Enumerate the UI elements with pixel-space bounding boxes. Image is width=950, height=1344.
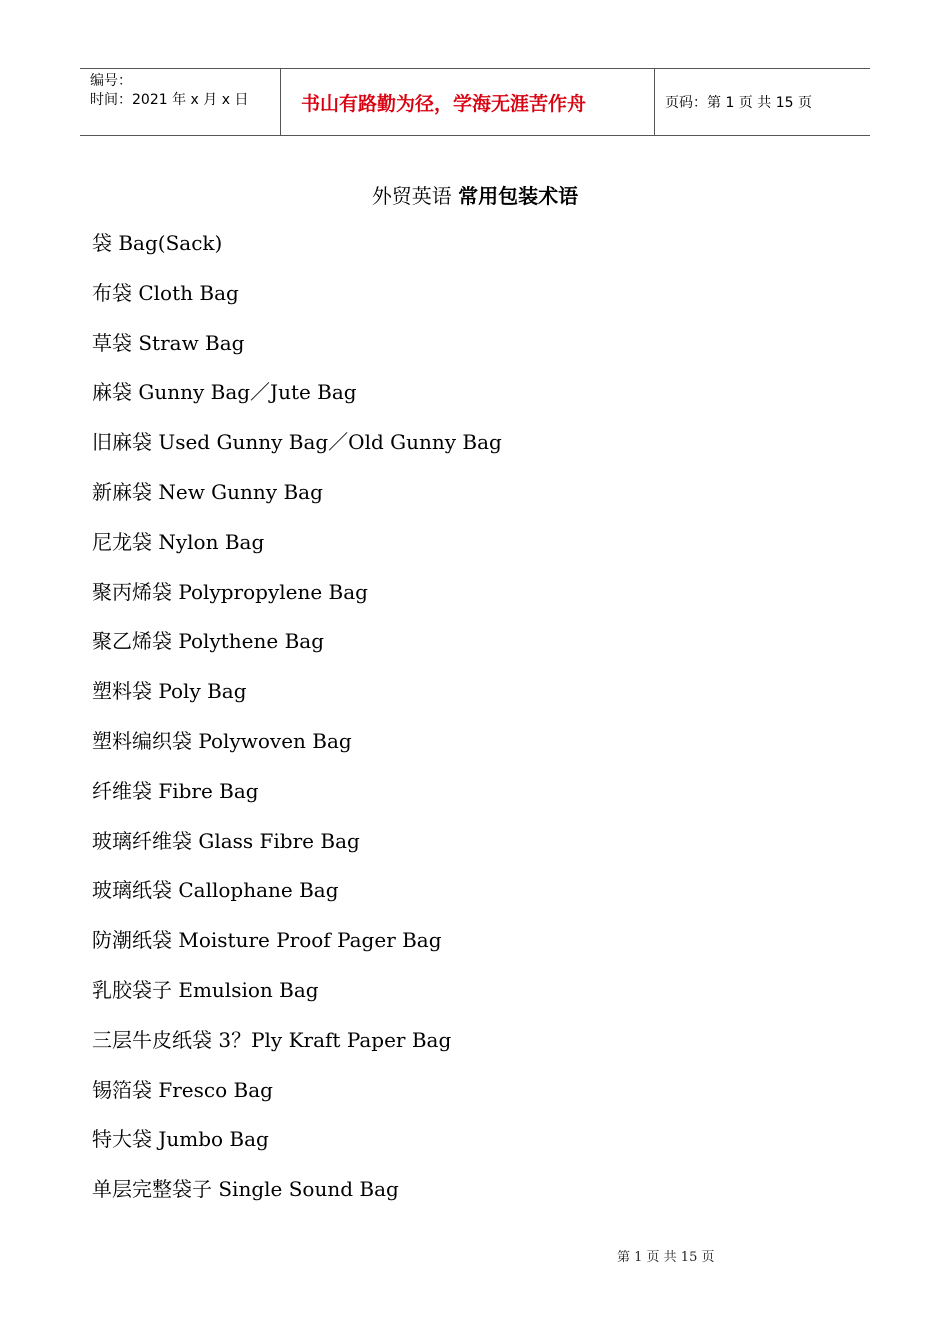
time-label: 时间：2021 年 x 月 x 日	[90, 92, 249, 108]
title-prefix: 外贸英语	[371, 184, 452, 208]
number-label: 编号：	[90, 73, 132, 89]
document-title	[0, 180, 950, 209]
term-item: 单层完整袋子 Single Sound Bag	[92, 1177, 399, 1202]
term-item: 聚丙烯袋 Polypropylene Bag	[92, 579, 368, 604]
page-header	[80, 68, 870, 136]
term-item: 乳胶袋子 Emulsion Bag	[92, 977, 319, 1002]
header-page-info: 页码：第 1 页 共 15 页	[665, 95, 812, 111]
term-item: 锡箔袋 Fresco Bag	[92, 1077, 273, 1102]
term-item: 三层牛皮纸袋 3？Ply Kraft Paper Bag	[92, 1027, 452, 1052]
term-item: 防潮纸袋 Moisture Proof Pager Bag	[92, 928, 442, 953]
terms-list	[92, 228, 502, 1224]
term-item: 纤维袋 Fibre Bag	[92, 778, 259, 803]
header-meta	[80, 69, 281, 135]
term-item: 聚乙烯袋 Polythene Bag	[92, 629, 324, 654]
title-main: 常用包装术语	[458, 184, 579, 208]
term-item: 特大袋 Jumbo Bag	[92, 1127, 269, 1152]
term-item: 麻袋 Gunny Bag／Jute Bag	[92, 380, 357, 405]
term-item: 塑料袋 Poly Bag	[92, 679, 247, 704]
term-item: 尼龙袋 Nylon Bag	[92, 529, 265, 554]
term-item: 草袋 Straw Bag	[92, 330, 245, 355]
term-item: 玻璃纤维袋 Glass Fibre Bag	[92, 828, 360, 853]
term-item: 新麻袋 New Gunny Bag	[92, 479, 323, 504]
header-motto: 书山有路勤为径，学海无涯苦作舟	[281, 69, 655, 135]
term-item: 玻璃纸袋 Callophane Bag	[92, 878, 339, 903]
term-item: 袋 Bag(Sack)	[92, 231, 223, 255]
term-item: 旧麻袋 Used Gunny Bag／Old Gunny Bag	[92, 430, 502, 455]
term-item: 塑料编织袋 Polywoven Bag	[92, 728, 352, 753]
term-item: 布袋 Cloth Bag	[92, 280, 239, 305]
page-footer: 第 1 页 共 15 页	[617, 1250, 715, 1265]
